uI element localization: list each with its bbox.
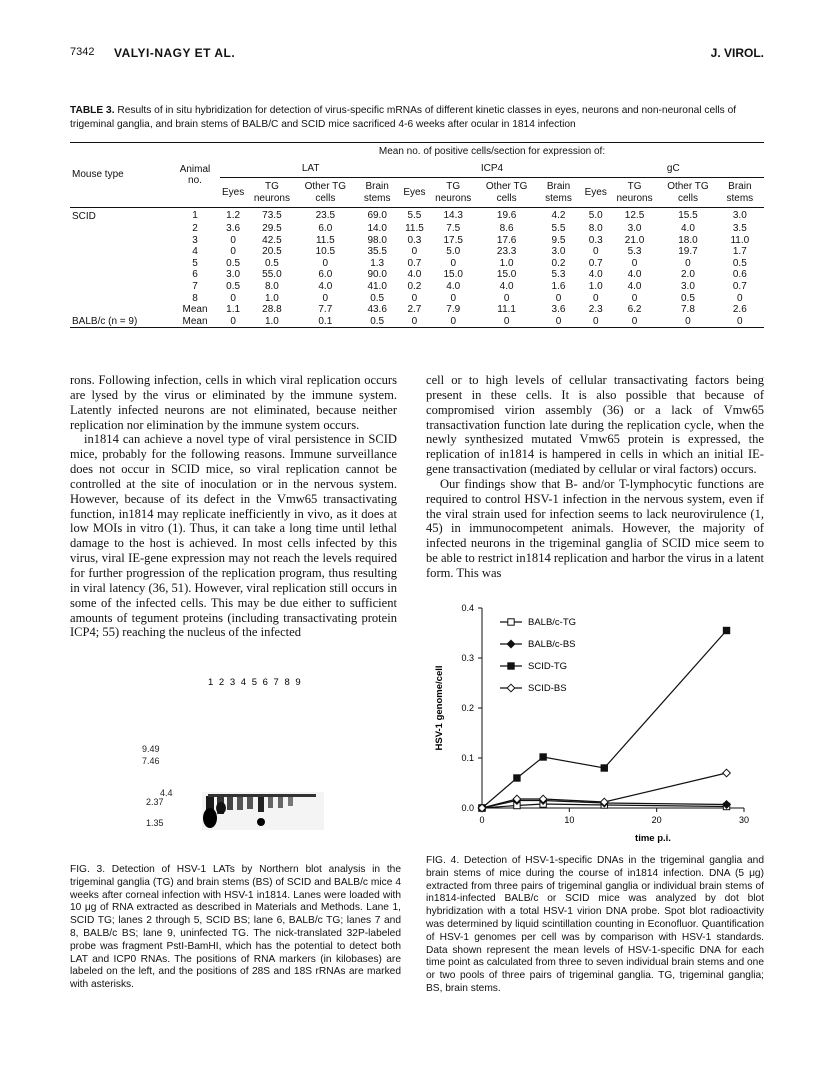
group-header: LAT bbox=[220, 160, 401, 178]
value-cell: 1.3 bbox=[370, 257, 385, 269]
value-cell: 0.7 bbox=[407, 257, 422, 269]
subcol-header: Brain stems bbox=[726, 181, 754, 204]
value-cell: 0 bbox=[685, 315, 691, 327]
value-cell: 0 bbox=[555, 292, 562, 304]
value-cell: 4.0 bbox=[407, 269, 422, 281]
mouse-type-cell: SCID bbox=[72, 211, 96, 223]
mouse-type-cell bbox=[70, 258, 170, 270]
animal-cell: 1 bbox=[192, 209, 198, 221]
mouse-type-cell bbox=[70, 304, 170, 316]
animal-cell: Mean bbox=[182, 304, 208, 316]
value-cell: 0 bbox=[450, 315, 456, 327]
table-row bbox=[70, 316, 764, 328]
table-row bbox=[70, 246, 764, 258]
value-cell: 73.5 bbox=[262, 209, 282, 221]
journal-name: J. VIROL. bbox=[710, 46, 764, 60]
right-column bbox=[426, 373, 764, 581]
value-cell: 28.8 bbox=[262, 304, 282, 316]
lane-numbers: 1 2 3 4 5 6 7 8 9 bbox=[208, 677, 303, 688]
x-tick-label: 30 bbox=[738, 815, 750, 825]
value-cell: 2.7 bbox=[407, 304, 422, 316]
value-cell: 0.5 bbox=[680, 292, 695, 304]
subcol-header: Eyes bbox=[403, 186, 426, 198]
paragraph: Our findings show that B- and/or T-lymphocytic functions are required to control HSV-1 infection in the nervous system, even if the viral strain used for infection seems to lack neurovirulence (1, 45) in immunocompetent animals. However, the majority of infected neurons in the trigeminal ganglia of SCID mice seem to be able to restrict in1814 replication and harbor the virus in a latent form. This was bbox=[426, 476, 764, 580]
y-axis-label: HSV-1 genome/cell bbox=[434, 665, 445, 751]
value-cell: 20.5 bbox=[262, 246, 282, 258]
x-tick-label: 20 bbox=[651, 815, 662, 825]
paragraph: in1814 can achieve a novel type of viral persistence in SCID mice, probably for the following reasons. Immune surveillance does not occur in SCID mice, so viral replication cannot be controlled at the site of inoculation or in the nervous system. However, because of its defect in the Vmw65 transactivating function, in1814 may replicate inefficiently in vivo, as it does at low MOIs in vitro (1). Thus, it can take a long time until lethal damage to the host is achieved. In most cells infected by this virus, viral IE-gene expression may not reach the levels required for further progression of the replication program, thus resulting in viral latency (36, 51). However, viral replication still occurs in some of the infected cells. This may be due either to sufficient amounts of tegument proteins (including transactivating protein ICP4; 55) reaching the nucleus of the infected bbox=[70, 432, 397, 640]
y-tick-label: 0.4 bbox=[461, 603, 474, 613]
value-cell: 8.6 bbox=[499, 222, 514, 234]
table-row bbox=[70, 281, 764, 293]
legend-marker bbox=[507, 684, 515, 692]
value-cell: 14.0 bbox=[367, 222, 387, 234]
subcol-header: TG neurons bbox=[616, 181, 653, 204]
mouse-type-cell bbox=[70, 223, 170, 235]
subcol-header: Eyes bbox=[222, 186, 245, 198]
value-cell: 4.0 bbox=[627, 269, 642, 281]
value-cell: 8.0 bbox=[588, 222, 603, 234]
paragraph: rons. Following infection, cells in which viral replication occurs are lysed by the virus or eliminated by the immune system. Latently infected neurons are not eliminated, because neither replication nor elimination by the immune system occurs. bbox=[70, 373, 397, 432]
value-cell: 5.3 bbox=[627, 246, 642, 258]
marker-label: 7.46 bbox=[142, 756, 160, 766]
marker-label: 4.4 bbox=[160, 788, 173, 798]
value-cell: 3.0 bbox=[732, 209, 747, 221]
mouse-type-cell bbox=[70, 235, 170, 247]
figure-4-caption: FIG. 4. Detection of HSV-1-specific DNAs in the trigeminal ganglia and brain stems of mice during the course of in1814 infection. DNA (5 μg) extracted from three pairs of trigeminal ganglia or individual brain stems of in1814-infected BALB/c or SCID mice was analyzed by dot blot hybridization with a total HSV-1 virion DNA probe. Spot blot radioactivity was determined by liquid scintillation counting in Econofluor. Quantification of HSV-1 genomes per cell was by comparison with HSV-1 standards. Data shown represent the mean levels of HSV-1-specific DNA for each time point as calculated from three to seven individual brain stems and one or two pools of three pairs of trigeminal ganglia. TG, trigeminal ganglia; BS, brain stems. bbox=[426, 855, 764, 994]
value-cell: 42.5 bbox=[262, 234, 282, 246]
value-cell: 3.5 bbox=[732, 222, 747, 234]
y-tick-label: 0.1 bbox=[461, 753, 474, 763]
value-cell: 6.0 bbox=[318, 222, 333, 234]
value-cell: 2.3 bbox=[588, 304, 603, 316]
data-point bbox=[601, 765, 607, 771]
value-cell: 0 bbox=[592, 315, 599, 327]
value-cell: 43.6 bbox=[367, 304, 387, 316]
marker-label: 9.49 bbox=[142, 744, 160, 754]
value-cell: 69.0 bbox=[367, 209, 387, 221]
animal-cell: 5 bbox=[192, 257, 198, 269]
value-cell: 1.7 bbox=[732, 246, 747, 258]
value-cell: 5.3 bbox=[551, 269, 566, 281]
value-cell: 4.2 bbox=[551, 209, 566, 221]
authors: VALYI-NAGY ET AL. bbox=[114, 46, 236, 60]
value-cell: 0 bbox=[230, 315, 236, 327]
subcol-header: Brain stems bbox=[545, 181, 572, 204]
value-cell: 1.0 bbox=[499, 257, 514, 269]
results-table bbox=[70, 142, 764, 328]
value-cell: 11.1 bbox=[497, 304, 516, 316]
table-caption-text: Results of in situ hybridization for detection of virus-specific mRNAs of different kinetic classes in eyes, neurons and non-neuronal cells of trigeminal ganglia, and brain stems of BALB/C and SCID mice sacrificed 4-6 weeks after ocular in 1814 infection bbox=[70, 105, 737, 130]
value-cell: 29.5 bbox=[262, 222, 282, 234]
marker-label: 1.35 bbox=[146, 818, 164, 828]
value-cell: 19.6 bbox=[496, 209, 517, 221]
mouse-type-cell bbox=[70, 281, 170, 293]
super-header: Mean no. of positive cells/section for expression of: bbox=[378, 146, 606, 157]
value-cell: 0.5 bbox=[264, 257, 279, 269]
value-cell: 0.3 bbox=[588, 234, 603, 246]
marker-label: 2.37 bbox=[146, 797, 164, 807]
value-cell: 98.0 bbox=[367, 234, 387, 246]
group-header: gC bbox=[583, 160, 764, 178]
northern-blot-figure bbox=[142, 652, 332, 832]
value-cell: 12.5 bbox=[624, 209, 645, 221]
animal-cell: 8 bbox=[192, 292, 198, 304]
data-point bbox=[514, 775, 520, 781]
figure-3-caption: FIG. 3. Detection of HSV-1 LATs by Northern blot analysis in the trigeminal ganglia (TG) and brain stems (BS) of SCID and BALB/c mice 4 weeks after corneal infection with HSV-1 in1814. Lanes were loaded with 10 μg of RNA extracted as described in Materials and Methods. Lane 1, SCID TG; lanes 2 through 5, SCID BS; lane 6, BALB/c TG; lanes 7 and 8, BALB/c BS; lane 9, uninfected TG. The nick-translated 32P-labeled probe was fragment PstI-BamHI, which has the potential to detect both LAT and ICP0 RNAs. The positions of RNA markers (in kilobases) are labeled on the left, and the positions of 28S and 18S rRNAs are marked with asterisks. bbox=[70, 864, 401, 991]
col-mouse-type: Mouse type bbox=[70, 143, 170, 208]
value-cell: 0.2 bbox=[407, 280, 422, 292]
value-cell: 0.2 bbox=[551, 257, 566, 269]
data-point bbox=[540, 754, 546, 760]
value-cell: 55.0 bbox=[262, 269, 282, 281]
group-header: ICP4 bbox=[401, 160, 582, 178]
value-cell: 0 bbox=[322, 257, 329, 269]
value-cell: 0.7 bbox=[732, 280, 747, 292]
value-cell: 0.3 bbox=[407, 234, 422, 246]
value-cell: 0 bbox=[503, 292, 510, 304]
table-row bbox=[70, 304, 764, 316]
value-cell: 7.9 bbox=[446, 304, 461, 316]
value-cell: 10.5 bbox=[315, 246, 336, 258]
value-cell: 0 bbox=[230, 246, 236, 258]
data-point bbox=[723, 769, 731, 777]
subcol-header: TG neurons bbox=[253, 181, 290, 204]
value-cell: 0 bbox=[555, 315, 562, 327]
value-cell: 0 bbox=[230, 292, 236, 304]
subcol-header: Other TG cells bbox=[304, 181, 347, 204]
value-cell: 0.5 bbox=[226, 257, 241, 269]
animal-cell: 3 bbox=[192, 234, 198, 246]
value-cell: 0.5 bbox=[226, 280, 241, 292]
value-cell: 0 bbox=[322, 292, 329, 304]
value-cell: 19.7 bbox=[678, 246, 698, 258]
legend-marker bbox=[508, 619, 514, 625]
value-cell: 6.0 bbox=[318, 269, 333, 281]
value-cell: 0 bbox=[737, 315, 743, 327]
table-row bbox=[70, 235, 764, 247]
paragraph: cell or to high levels of cellular transactivating factors being present in these cells. It is also possible that because of compromised virion assembly (36) or a lack of Vmw65 transactivation function late during the replication cycle, when the newly synthesized mutated Vmw65 protein is expressed, the replication of in1814 is hampered in cells in which an initial IE-gene transactivation (mediated by cellular or viral factors) occurs. bbox=[426, 373, 764, 477]
value-cell: 2.6 bbox=[732, 304, 747, 316]
value-cell: 0 bbox=[685, 257, 691, 269]
animal-cell: Mean bbox=[182, 315, 208, 327]
value-cell: 21.0 bbox=[624, 234, 645, 246]
animal-cell: 6 bbox=[192, 269, 198, 281]
value-cell: 11.5 bbox=[405, 222, 424, 234]
value-cell: 11.0 bbox=[730, 234, 750, 246]
legend-label: SCID-BS bbox=[528, 683, 567, 694]
col-animal-no: Animal no. bbox=[170, 143, 220, 208]
value-cell: 11.5 bbox=[315, 234, 335, 246]
value-cell: 90.0 bbox=[367, 269, 387, 281]
subcol-header: Other TG cells bbox=[667, 181, 709, 204]
value-cell: 15.0 bbox=[443, 269, 463, 281]
value-cell: 0.5 bbox=[370, 292, 385, 304]
value-cell: 6.2 bbox=[627, 304, 642, 316]
value-cell: 3.0 bbox=[680, 280, 695, 292]
mouse-type-cell bbox=[70, 246, 170, 258]
value-cell: 0 bbox=[592, 292, 599, 304]
mouse-type-cell bbox=[70, 269, 170, 281]
value-cell: 23.5 bbox=[315, 209, 336, 221]
value-cell: 7.8 bbox=[680, 304, 695, 316]
value-cell: 0 bbox=[631, 292, 638, 304]
value-cell: 5.5 bbox=[551, 222, 566, 234]
value-cell: 0.7 bbox=[588, 257, 603, 269]
value-cell: 18.0 bbox=[678, 234, 698, 246]
x-tick-label: 0 bbox=[479, 815, 485, 825]
value-cell: 4.0 bbox=[680, 222, 695, 234]
value-cell: 0.1 bbox=[318, 315, 333, 327]
value-cell: 15.5 bbox=[678, 209, 698, 221]
table-row bbox=[70, 258, 764, 270]
value-cell: 1.0 bbox=[264, 315, 279, 327]
value-cell: 5.5 bbox=[407, 209, 422, 221]
y-tick-label: 0.3 bbox=[461, 653, 474, 663]
table-row bbox=[70, 293, 764, 305]
value-cell: 1.2 bbox=[226, 209, 241, 221]
subcol-header: TG neurons bbox=[435, 181, 472, 204]
value-cell: 0 bbox=[450, 257, 456, 269]
value-cell: 0 bbox=[503, 315, 510, 327]
page-number: 7342 bbox=[70, 46, 95, 58]
blot-image bbox=[202, 792, 324, 830]
animal-cell: 7 bbox=[192, 280, 198, 292]
table-row bbox=[70, 223, 764, 235]
value-cell: 0 bbox=[631, 315, 638, 327]
value-cell: 5.0 bbox=[446, 246, 461, 258]
legend-label: SCID-TG bbox=[528, 661, 568, 672]
value-cell: 3.6 bbox=[551, 304, 566, 316]
table-caption bbox=[70, 104, 764, 132]
animal-cell: 2 bbox=[192, 222, 198, 234]
chart-svg bbox=[420, 598, 766, 848]
value-cell: 0.5 bbox=[732, 257, 747, 269]
value-cell: 41.0 bbox=[367, 280, 387, 292]
value-cell: 3.0 bbox=[226, 269, 241, 281]
value-cell: 5.0 bbox=[588, 209, 603, 221]
value-cell: 0 bbox=[592, 246, 599, 258]
left-column bbox=[70, 373, 397, 640]
value-cell: 3.0 bbox=[627, 222, 642, 234]
subcol-header: Brain stems bbox=[363, 181, 391, 204]
value-cell: 3.6 bbox=[226, 222, 241, 234]
x-tick-label: 10 bbox=[564, 815, 575, 825]
value-cell: 7.7 bbox=[318, 304, 333, 316]
value-cell: 14.3 bbox=[443, 209, 463, 221]
value-cell: 4.0 bbox=[318, 280, 333, 292]
y-tick-label: 0.2 bbox=[461, 703, 474, 713]
x-axis-label: time p.i. bbox=[635, 833, 671, 844]
value-cell: 4.0 bbox=[499, 280, 514, 292]
value-cell: 1.0 bbox=[588, 280, 603, 292]
y-tick-label: 0.0 bbox=[461, 803, 474, 813]
value-cell: 1.0 bbox=[264, 292, 279, 304]
value-cell: 0 bbox=[737, 292, 743, 304]
value-cell: 4.0 bbox=[627, 280, 642, 292]
value-cell: 23.3 bbox=[496, 246, 517, 258]
value-cell: 0 bbox=[230, 234, 236, 246]
legend-marker bbox=[508, 663, 514, 669]
value-cell: 15.0 bbox=[496, 269, 517, 281]
value-cell: 35.5 bbox=[367, 246, 387, 258]
value-cell: 0 bbox=[411, 246, 418, 258]
value-cell: 1.1 bbox=[226, 304, 241, 316]
value-cell: 2.0 bbox=[680, 269, 695, 281]
value-cell: 0.5 bbox=[370, 315, 385, 327]
table-label: TABLE 3. bbox=[70, 105, 115, 116]
subcol-header: Eyes bbox=[584, 186, 607, 198]
value-cell: 8.0 bbox=[264, 280, 279, 292]
value-cell: 1.6 bbox=[551, 280, 566, 292]
dna-line-chart bbox=[420, 598, 766, 848]
subcol-header: Other TG cells bbox=[485, 181, 528, 204]
value-cell: 7.5 bbox=[446, 222, 461, 234]
value-cell: 4.0 bbox=[446, 280, 461, 292]
legend-marker bbox=[507, 640, 515, 648]
legend-label: BALB/c-TG bbox=[528, 617, 577, 628]
value-cell: 0 bbox=[450, 292, 456, 304]
value-cell: 4.0 bbox=[588, 269, 603, 281]
mouse-type-cell: BALB/c (n = 9) bbox=[72, 315, 138, 327]
running-header bbox=[70, 46, 764, 62]
value-cell: 17.6 bbox=[496, 234, 517, 246]
value-cell: 0 bbox=[411, 292, 418, 304]
data-point bbox=[723, 627, 729, 633]
value-cell: 0 bbox=[411, 315, 418, 327]
animal-cell: 4 bbox=[192, 246, 198, 258]
value-cell: 0 bbox=[631, 257, 638, 269]
value-cell: 0.6 bbox=[732, 269, 747, 281]
value-cell: 9.5 bbox=[551, 234, 566, 246]
value-cell: 3.0 bbox=[551, 246, 566, 258]
legend-label: BALB/c-BS bbox=[528, 639, 576, 650]
table-row bbox=[70, 269, 764, 281]
value-cell: 17.5 bbox=[443, 234, 463, 246]
table-row bbox=[70, 208, 764, 223]
mouse-type-cell bbox=[70, 293, 170, 305]
